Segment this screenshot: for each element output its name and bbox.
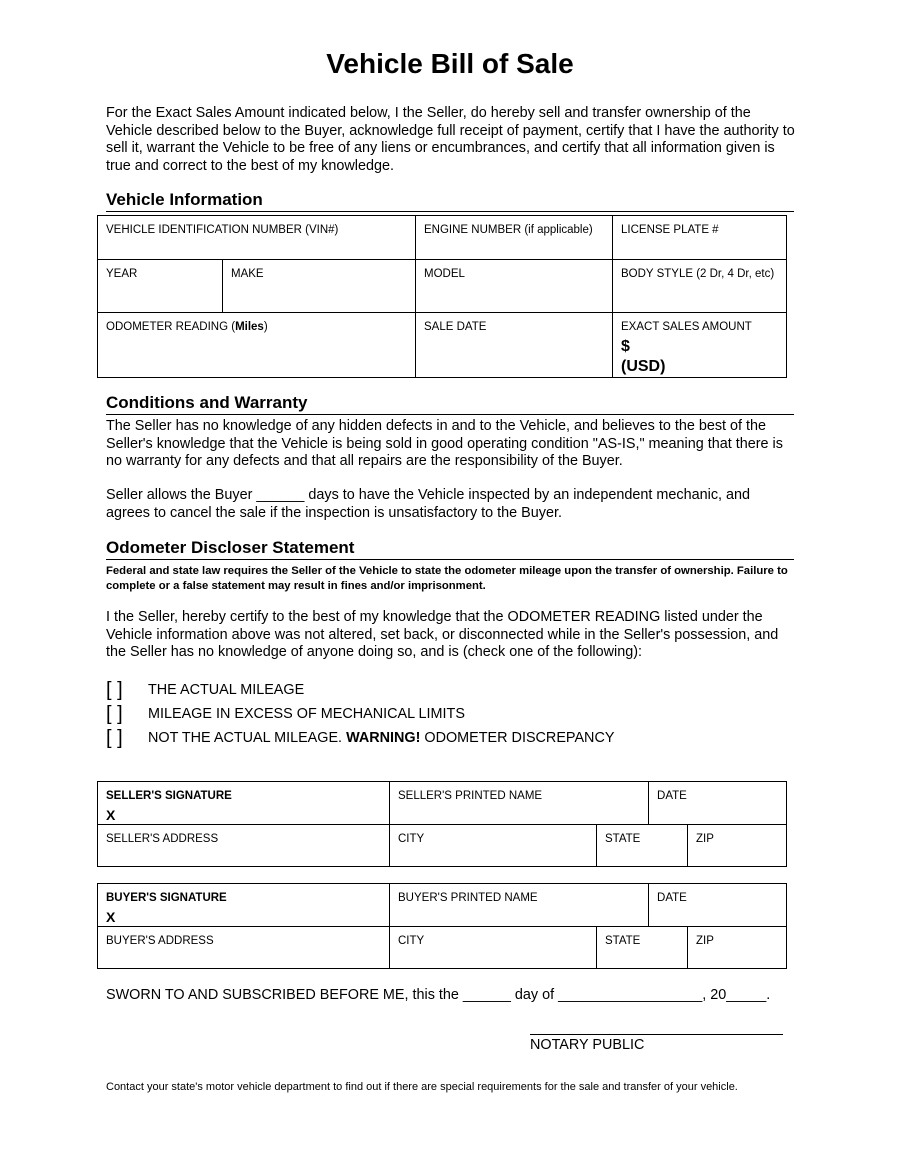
currency-symbol: $	[621, 338, 630, 355]
buyer-address-cell[interactable]	[98, 927, 390, 969]
vehicle-info-table	[97, 215, 787, 378]
buyer-zip-label: ZIP	[696, 935, 714, 947]
seller-city-label: CITY	[398, 833, 425, 845]
odometer-certify-paragraph: I the Seller, hereby certify to the best of my knowledge that the ODOMETER READING listed under the Vehicle information above was not altered, set back, or disconnected while in the Seller's possession, and the Seller has no knowledge of anyone doing so, and is (check one of the following):	[106, 609, 779, 660]
plate-cell[interactable]	[613, 216, 787, 260]
sales-amount-cell[interactable]	[613, 313, 787, 378]
vin-label: VEHICLE IDENTIFICATION NUMBER (VIN#)	[106, 224, 339, 236]
option-actual-mileage[interactable]	[106, 679, 304, 701]
seller-printed-name-cell[interactable]	[390, 782, 649, 825]
buyer-signature-cell[interactable]	[98, 884, 390, 927]
buyer-city-cell[interactable]	[390, 927, 597, 969]
year-label: YEAR	[106, 268, 138, 280]
seller-date-cell[interactable]	[649, 782, 787, 825]
odometer-heading: Odometer Discloser Statement	[106, 538, 794, 560]
seller-state-cell[interactable]	[597, 825, 688, 867]
seller-address-label: SELLER'S ADDRESS	[106, 833, 219, 845]
conditions-paragraph: The Seller has no knowledge of any hidden defects in and to the Vehicle, and believes to the best of the Seller's knowledge that the Vehicle is being sold in good operating condition "AS-IS," meaning that there is no warranty for any defects and that all repairs are the responsibility of the Buyer.	[106, 418, 783, 469]
odometer-label: ODOMETER READING (Miles)	[106, 321, 268, 333]
notary-signature-line[interactable]	[530, 1034, 783, 1035]
seller-zip-cell[interactable]	[688, 825, 787, 867]
buyer-address-label: BUYER'S ADDRESS	[106, 935, 214, 947]
seller-x-mark: X	[106, 807, 116, 823]
seller-state-label: STATE	[605, 833, 641, 845]
seller-printed-name-label: SELLER'S PRINTED NAME	[398, 790, 543, 802]
vin-cell[interactable]	[98, 216, 416, 260]
buyer-table	[97, 883, 787, 969]
intro-paragraph: For the Exact Sales Amount indicated below, I the Seller, do hereby sell and transfer ownership of the Vehicle described below to the Buyer, acknowledge full receipt of payment, certify that I have the authority to sell it, warrant the Vehicle to be free of any liens or encumbrances, and certify that all information given is true and correct to the best of my knowledge.	[106, 105, 795, 174]
conditions-heading: Conditions and Warranty	[106, 393, 794, 415]
seller-table	[97, 781, 787, 867]
buyer-date-cell[interactable]	[649, 884, 787, 927]
sworn-statement: SWORN TO AND SUBSCRIBED BEFORE ME, this the ______ day of __________________, 20_____.	[106, 987, 771, 1003]
vehicle-info-heading: Vehicle Information	[106, 190, 794, 212]
buyer-state-label: STATE	[605, 935, 641, 947]
buyer-city-label: CITY	[398, 935, 425, 947]
plate-label: LICENSE PLATE #	[621, 224, 719, 236]
buyer-zip-cell[interactable]	[688, 927, 787, 969]
engine-label: ENGINE NUMBER (if applicable)	[424, 224, 593, 236]
seller-city-cell[interactable]	[390, 825, 597, 867]
option-excess-mileage-label: MILEAGE IN EXCESS OF MECHANICAL LIMITS	[148, 706, 465, 722]
sales-amount-label: EXACT SALES AMOUNT	[621, 321, 752, 333]
buyer-signature-label: BUYER'S SIGNATURE	[106, 892, 227, 904]
buyer-state-cell[interactable]	[597, 927, 688, 969]
make-cell[interactable]	[223, 260, 416, 313]
document-title: Vehicle Bill of Sale	[326, 48, 574, 79]
checkbox-bracket[interactable]: [ ]	[106, 678, 123, 701]
seller-signature-cell[interactable]	[98, 782, 390, 825]
checkbox-bracket[interactable]: [ ]	[106, 702, 123, 725]
option-not-actual-mileage[interactable]	[106, 727, 614, 749]
sale-date-label: SALE DATE	[424, 321, 487, 333]
seller-signature-label: SELLER'S SIGNATURE	[106, 790, 232, 802]
seller-address-cell[interactable]	[98, 825, 390, 867]
option-actual-mileage-label: THE ACTUAL MILEAGE	[148, 682, 305, 698]
body-style-cell[interactable]	[613, 260, 787, 313]
odometer-law-note: Federal and state law requires the Seller of the Vehicle to state the odometer mileage upon the transfer of ownership. Failure to complete or a false statement may result in fines and/or imprisonment.	[106, 565, 788, 592]
seller-zip-label: ZIP	[696, 833, 714, 845]
inspection-paragraph: Seller allows the Buyer ______ days to have the Vehicle inspected by an independent mechanic, and agrees to cancel the sale if the inspection is unsatisfactory to the Buyer.	[106, 487, 751, 521]
option-excess-mileage[interactable]	[106, 703, 465, 725]
option-not-actual-mileage-label: NOT THE ACTUAL MILEAGE. WARNING! ODOMETER DISCREPANCY	[148, 730, 615, 746]
currency-code: (USD)	[621, 358, 666, 375]
seller-date-label: DATE	[657, 790, 687, 802]
notary-public-label: NOTARY PUBLIC	[530, 1037, 645, 1053]
checkbox-bracket[interactable]: [ ]	[106, 726, 123, 749]
sale-date-cell[interactable]	[416, 313, 613, 378]
year-cell[interactable]	[98, 260, 223, 313]
buyer-date-label: DATE	[657, 892, 687, 904]
model-cell[interactable]	[416, 260, 613, 313]
buyer-x-mark: X	[106, 909, 116, 925]
footer-note: Contact your state's motor vehicle department to find out if there are special requirements for the sale and transfer of your vehicle.	[106, 1081, 738, 1093]
buyer-printed-name-cell[interactable]	[390, 884, 649, 927]
body-style-label: BODY STYLE (2 Dr, 4 Dr, etc)	[621, 268, 775, 280]
make-label: MAKE	[231, 268, 264, 280]
odometer-cell[interactable]	[98, 313, 416, 378]
engine-cell[interactable]	[416, 216, 613, 260]
buyer-printed-name-label: BUYER'S PRINTED NAME	[398, 892, 538, 904]
model-label: MODEL	[424, 268, 465, 280]
